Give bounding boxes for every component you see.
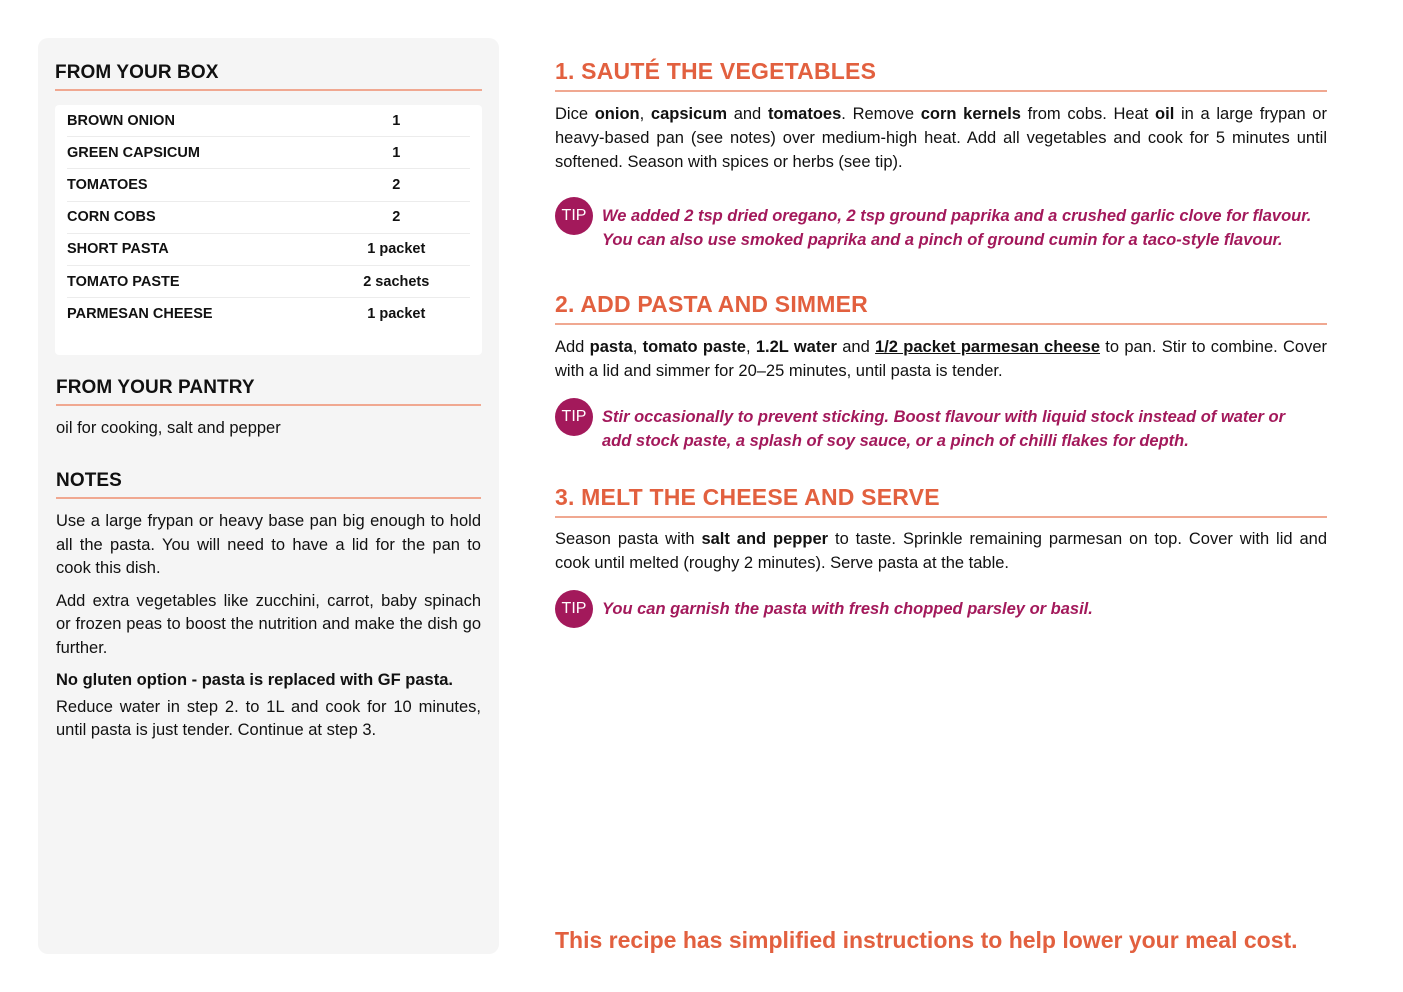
step-text-segment: , <box>745 338 756 356</box>
tip-badge-icon: TIP <box>555 197 593 235</box>
ingredient-quantity: 1 <box>392 112 401 129</box>
box-ingredient-row <box>67 202 470 234</box>
step-2-title: 2. ADD PASTA AND SIMMER <box>555 291 868 317</box>
tip-badge-icon: TIP <box>555 590 593 628</box>
ingredient-quantity: 1 <box>392 144 401 161</box>
step-text-segment: and <box>836 338 876 356</box>
pantry-items: oil for cooking, salt and pepper <box>56 419 281 437</box>
step-text-segment: from cobs. Heat <box>1020 105 1156 123</box>
step-3-tip <box>602 598 1332 622</box>
step-2-rule <box>555 323 1327 325</box>
box-title-rule <box>55 89 482 91</box>
step-text-segment: and <box>727 105 768 123</box>
bold-ingredient: pasta <box>589 338 633 356</box>
bold-ingredient: tomato paste <box>642 338 746 356</box>
bold-ingredient: 1.2L water <box>755 338 837 356</box>
step-1-title: 1. SAUTÉ THE VEGETABLES <box>555 58 877 84</box>
step-1-tip <box>602 205 1332 253</box>
step-text-segment: , <box>632 338 643 356</box>
note-paragraph: Use a large frypan or heavy base pan big enough to hold all the pasta. You will need to have a lid for the pan to cook this dish. <box>56 512 481 577</box>
step-3-title: 3. MELT THE CHEESE AND SERVE <box>555 484 940 510</box>
step-1-rule <box>555 90 1327 92</box>
bold-ingredient: capsicum <box>650 105 728 123</box>
bold-ingredient: salt and pepper <box>701 530 829 548</box>
notes-title-rule <box>56 497 481 499</box>
box-ingredient-row <box>67 234 470 266</box>
tip-line: You can garnish the pasta with fresh chopped parsley or basil. <box>602 600 1093 618</box>
bold-ingredient: tomatoes <box>767 105 842 123</box>
underlined-ingredient: 1/2 packet parmesan cheese <box>875 338 1101 356</box>
tip-line: We added 2 tsp dried oregano, 2 tsp ground paprika and a crushed garlic clove for flavour. <box>602 207 1312 225</box>
bold-ingredient: onion <box>594 105 640 123</box>
ingredient-quantity: 2 sachets <box>363 273 430 290</box>
step-3-text <box>555 528 1327 576</box>
ingredient-name: TOMATOES <box>67 176 148 193</box>
box-ingredient-row <box>67 266 470 298</box>
tip-badge-icon: TIP <box>555 398 593 436</box>
step-text-segment: , <box>639 105 651 123</box>
box-ingredient-row <box>67 137 470 169</box>
box-ingredient-row <box>67 169 470 201</box>
box-ingredients-table <box>55 105 482 355</box>
box-ingredient-row <box>67 105 470 137</box>
from-your-box-title: FROM YOUR BOX <box>55 62 219 83</box>
ingredient-name: GREEN CAPSICUM <box>67 144 200 161</box>
gluten-free-text: Reduce water in step 2. to 1L and cook for 10 minutes, until pasta is just tender. Continue at step 3. <box>56 697 481 739</box>
from-your-pantry-title: FROM YOUR PANTRY <box>56 377 255 398</box>
ingredient-quantity: 2 <box>392 176 401 193</box>
pantry-title-rule <box>56 404 481 406</box>
ingredient-quantity: 1 packet <box>367 305 426 322</box>
box-ingredient-row <box>67 298 470 329</box>
note-paragraph: Add extra vegetables like zucchini, carrot, baby spinach or frozen peas to boost the nutrition and make the dish go further. <box>56 591 481 657</box>
step-text-segment: . Remove <box>841 105 921 123</box>
bold-ingredient: oil <box>1155 105 1175 123</box>
step-text-segment: in a large frypan or heavy-based pan (see notes) over medium-high heat. Add all vegetables and cook for 5 minutes until softened. Season with spices or herbs (see tip). <box>555 105 1327 171</box>
ingredient-quantity: 2 <box>392 209 401 226</box>
tip-line: Stir occasionally to prevent sticking. Boost flavour with liquid stock instead of water or <box>602 408 1286 426</box>
ingredient-quantity: 1 packet <box>367 241 426 258</box>
step-text-segment: to taste. Sprinkle remaining parmesan on top. Cover with lid and cook until melted (roughy 2 minutes). Serve pasta at the table. <box>555 530 1328 572</box>
step-text-segment: Add <box>555 338 590 356</box>
simplified-recipe-note: This recipe has simplified instructions to help lower your meal cost. <box>555 927 1298 953</box>
ingredient-name: PARMESAN CHEESE <box>67 305 213 322</box>
step-text-segment: Season pasta with <box>555 530 702 548</box>
step-text-segment: Dice <box>555 105 595 123</box>
step-1-text <box>555 103 1327 174</box>
step-3-rule <box>555 516 1327 518</box>
ingredients-sidebar <box>38 38 499 954</box>
tip-line: You can also use smoked paprika and a pinch of ground cumin for a taco-style flavour. <box>602 230 1283 249</box>
step-text-segment: to pan. Stir to combine. Cover with a lid and simmer for 20–25 minutes, until pasta is tender. <box>555 338 1328 380</box>
gluten-free-heading: No gluten option - pasta is replaced with GF pasta. <box>56 671 453 689</box>
step-2-tip <box>602 406 1332 454</box>
ingredient-name: CORN COBS <box>67 209 156 226</box>
ingredient-name: TOMATO PASTE <box>67 273 180 290</box>
notes-title: NOTES <box>56 470 122 491</box>
ingredient-name: BROWN ONION <box>67 112 175 129</box>
notes-body <box>56 510 481 752</box>
step-2-text <box>555 336 1327 384</box>
bold-ingredient: corn kernels <box>920 105 1021 123</box>
ingredient-name: SHORT PASTA <box>67 241 169 258</box>
tip-line: add stock paste, a splash of soy sauce, or a pinch of chilli flakes for depth. <box>602 431 1189 450</box>
